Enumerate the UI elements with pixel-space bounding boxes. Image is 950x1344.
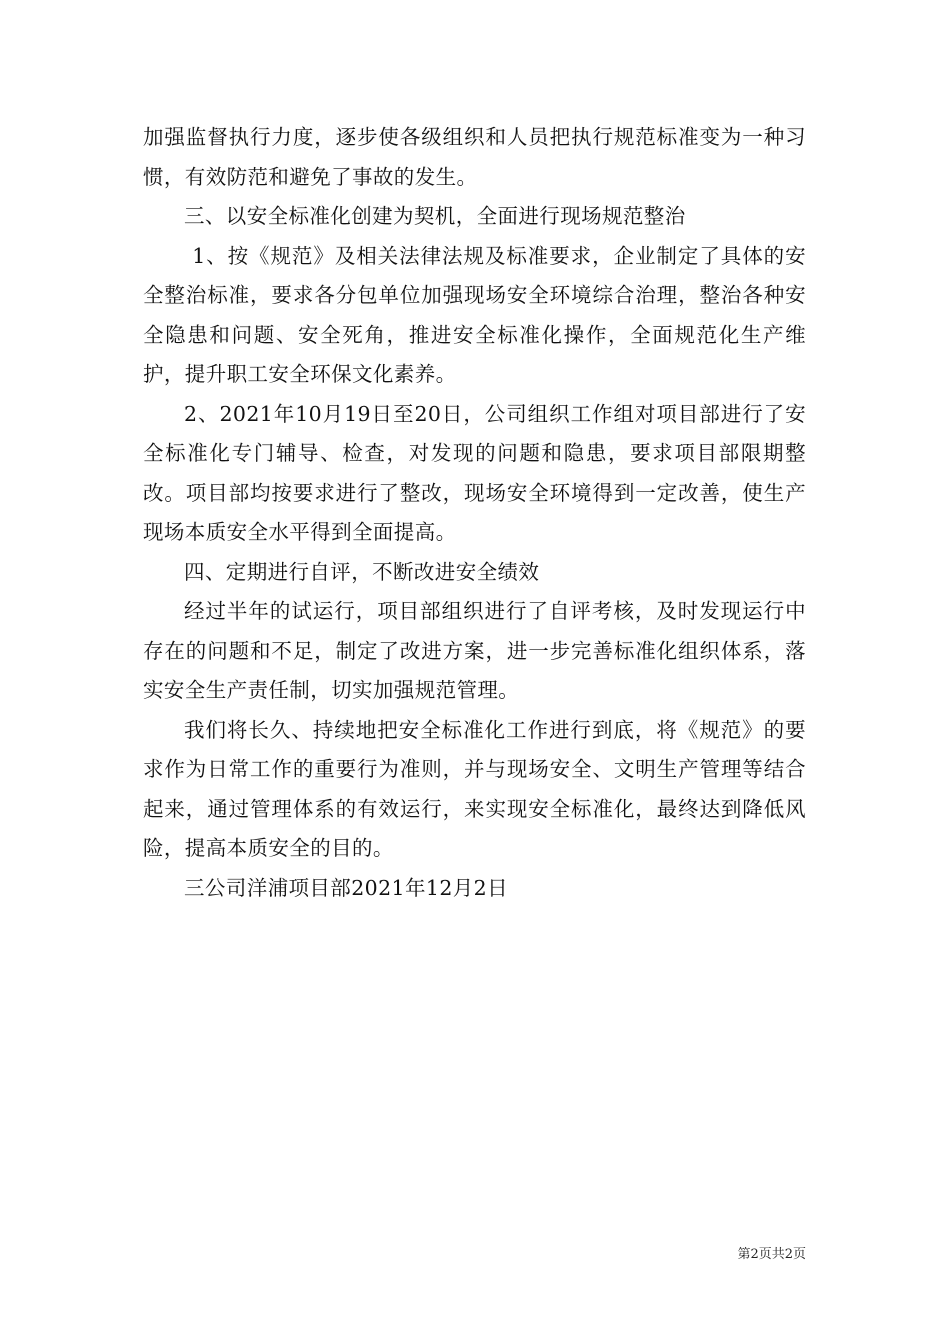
section-heading-four: 四、定期进行自评，不断改进安全绩效 xyxy=(184,559,540,584)
section-heading-three: 三、以安全标准化创建为契机，全面进行现场规范整治 xyxy=(184,204,686,228)
paragraph-item-one: 1、按《规范》及相关法律法规及标准要求，企业制定了具体的安全整治标准，要求各分包单位加强现场安全环境综合治理，整治各种安全隐患和问题、安全死角，推进安全标准化操作，全面规范化生产维护，提升职工安全环保文化素养。 xyxy=(143,243,806,386)
paragraph-self-evaluation: 经过半年的试运行，项目部组织进行了自评考核，及时发现运行中存在的问题和不足，制定了改进方案，进一步完善标准化组织体系，落实安全生产责任制，切实加强规范管理。 xyxy=(143,599,806,702)
paragraph-item-two: 2、2021年10月19日至20日，公司组织工作组对项目部进行了安全标准化专门辅导、检查，对发现的问题和隐患，要求项目部限期整改。项目部均按要求进行了整改，现场安全环境得到一定改善，使生产现场本质安全水平得到全面提高。 xyxy=(143,401,806,544)
document-body xyxy=(143,118,806,908)
paragraph-continuation: 加强监督执行力度，逐步使各级组织和人员把执行规范标准变为一种习惯，有效防范和避免了事故的发生。 xyxy=(143,125,806,189)
page-number-footer: 第2页共2页 xyxy=(737,1247,806,1262)
signature-line: 三公司洋浦项目部2021年12月2日 xyxy=(184,875,508,900)
paragraph-conclusion: 我们将长久、持续地把安全标准化工作进行到底，将《规范》的要求作为日常工作的重要行为准则，并与现场安全、文明生产管理等结合起来，通过管理体系的有效运行，来实现安全标准化，最终达到降低风险，提高本质安全的目的。 xyxy=(143,717,806,860)
